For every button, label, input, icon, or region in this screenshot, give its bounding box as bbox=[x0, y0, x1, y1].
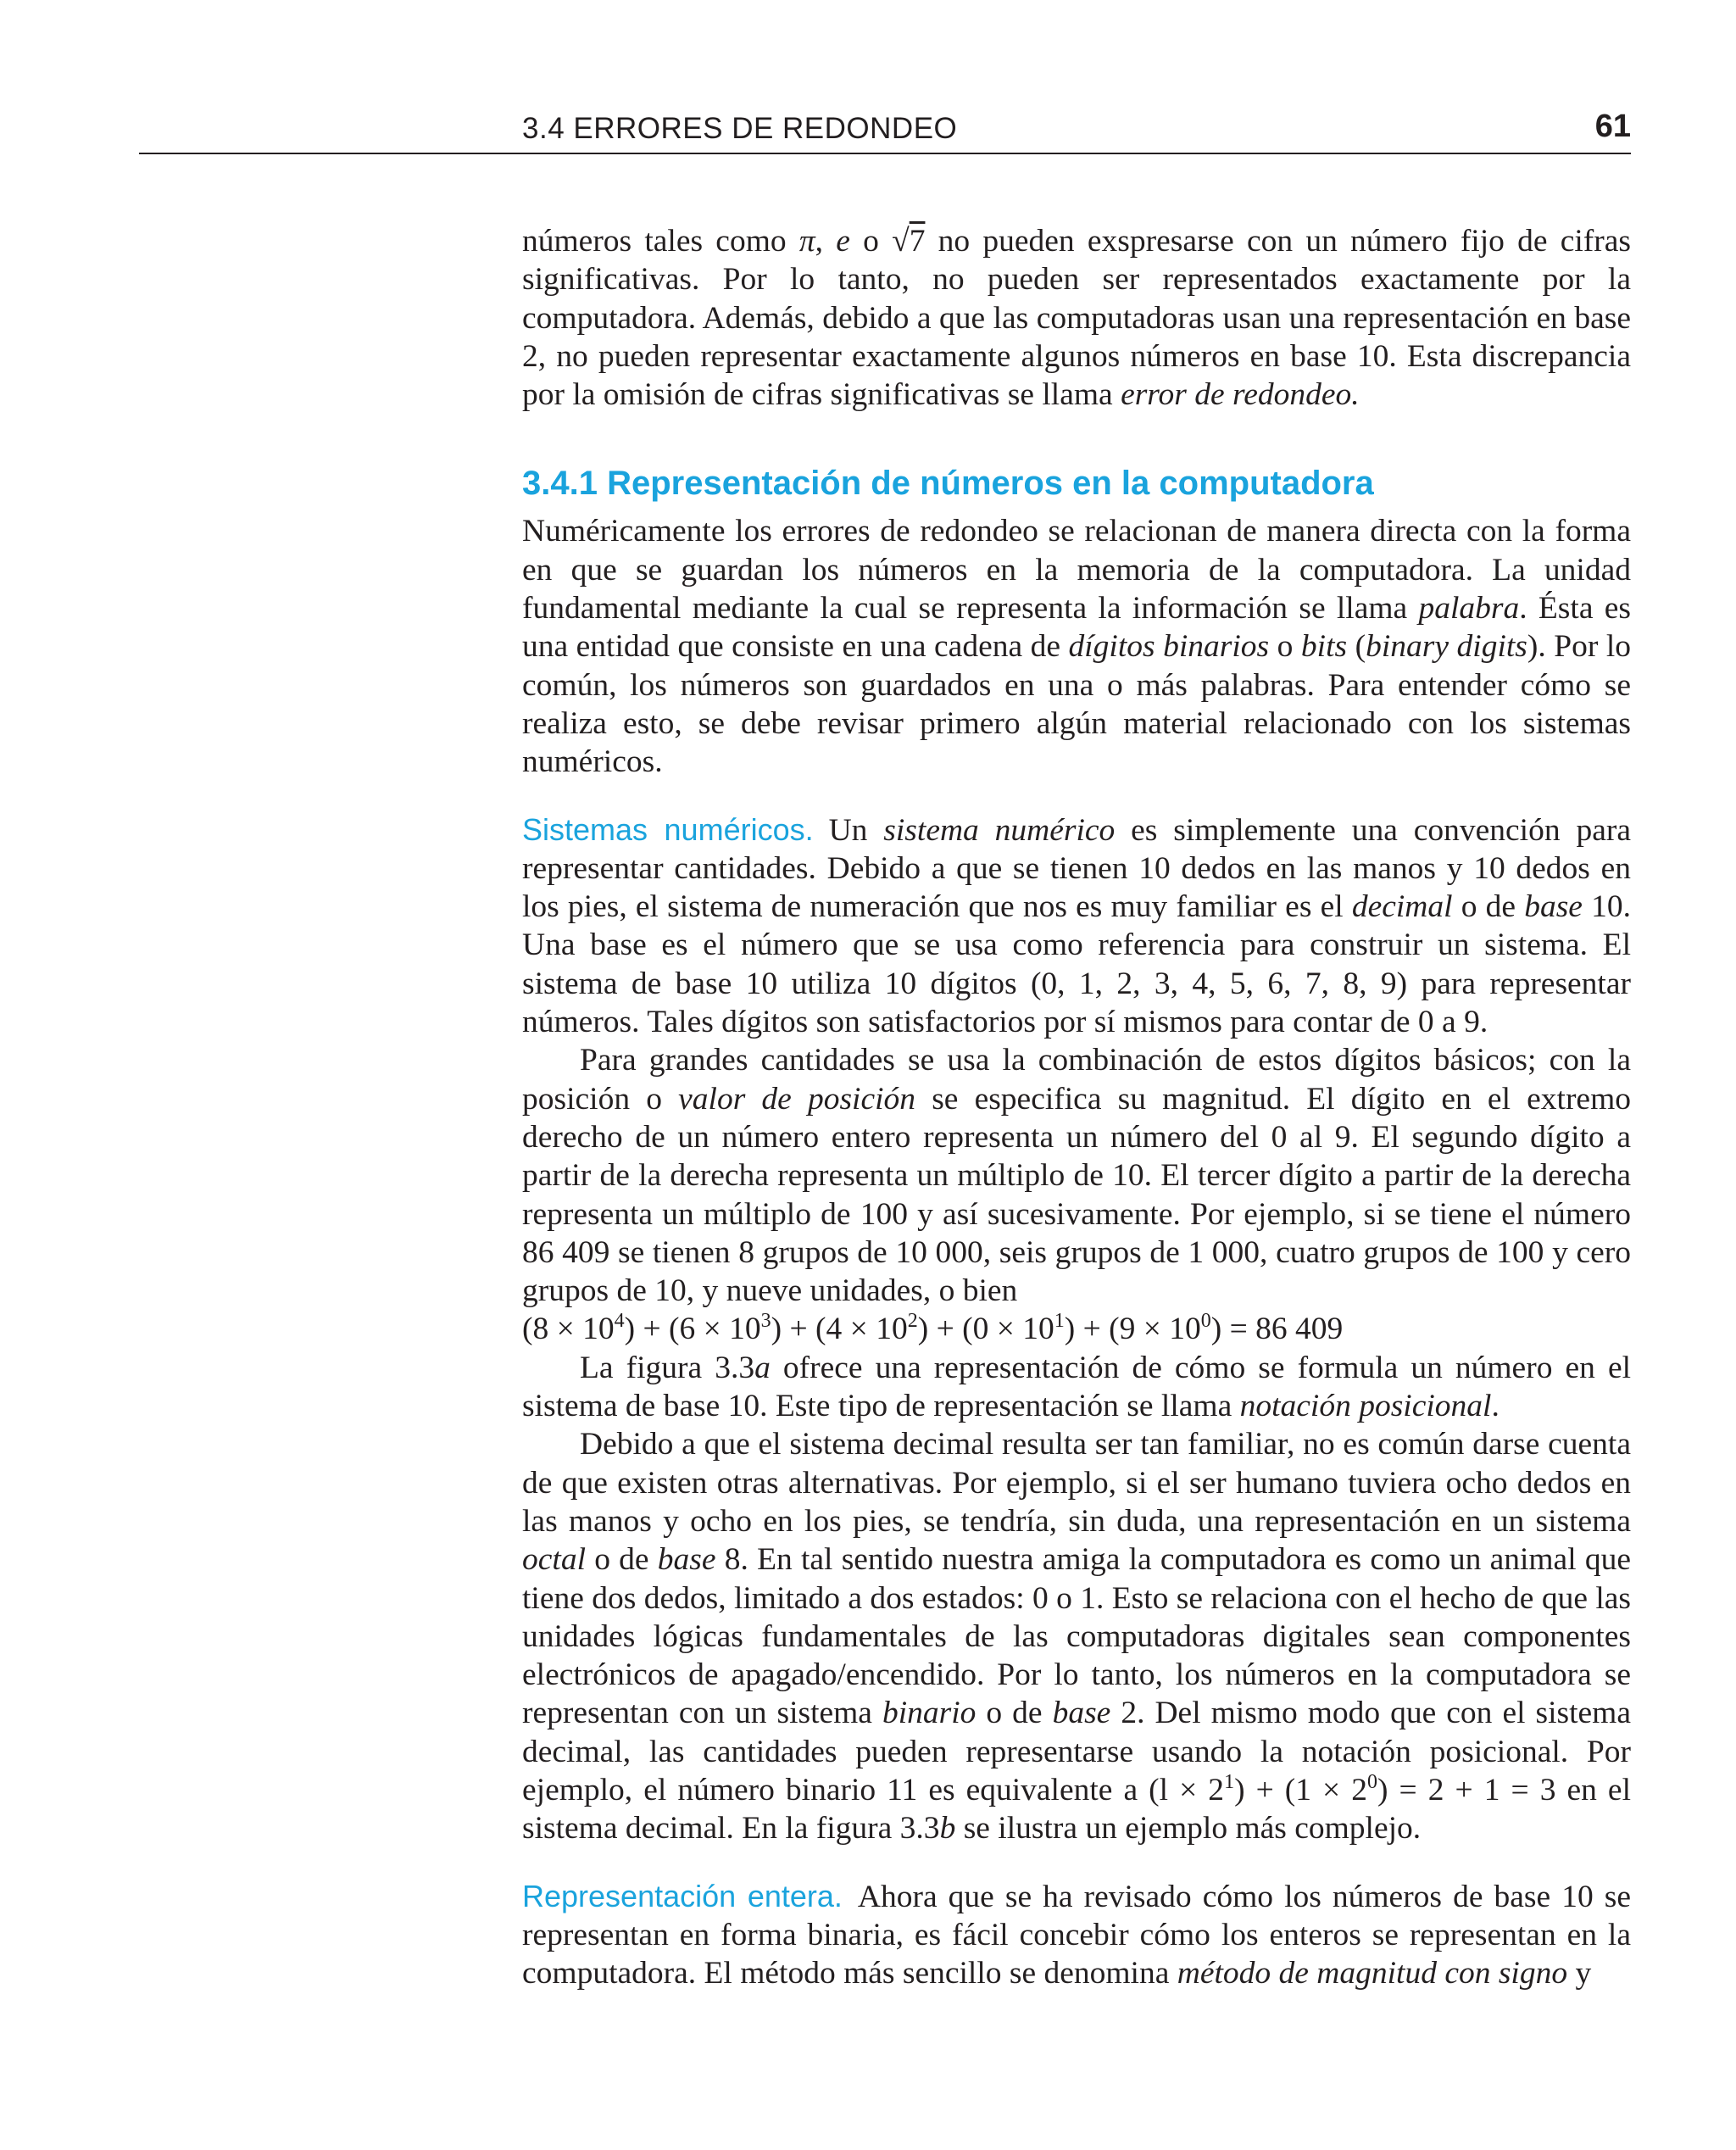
equation-positional: $(8 \times 10^4) + (6 \times 10^3) + (4 \times 10^2) + (0 \times 10^1) + (9 \times 10^0) = 86$ 409 bbox=[522, 1310, 1344, 1347]
paragraph-valor-posicion: Para grandes cantidades se usa la combinación de estos dígitos básicos; con la posición o valor de posición se especifica su magnitud. El dígito en el extremo derecho de un número entero representa un número del 0 al 9. El segundo dígito a partir de la derecha representa un múltiplo de 10. El tercer dígito a partir de la derecha representa un múltiplo de 100 y así sucesivamente. Por ejemplo, si se tiene el número 86 409 se tienen 8 grupos de 10 000, seis grupos de 1 000, cuatro grupos de 100 y cero grupos de 10, y nueve unidades, o bien bbox=[522, 1043, 1631, 1309]
e-symbol: e bbox=[836, 224, 850, 259]
paragraph-figura-3-3a: La figura 3.3a ofrece una representación de cómo se formula un número en el sistema de base 10. Este tipo de representación se llama notación posicional. bbox=[522, 1350, 1632, 1424]
section-heading: 3.4 ERRORES DE REDONDEO bbox=[522, 112, 958, 145]
sqrt-expression: √7 bbox=[892, 224, 926, 259]
pi-symbol: π bbox=[798, 224, 815, 259]
page-number: 61 bbox=[1594, 109, 1631, 144]
paragraph-binario: Debido a que el sistema decimal resulta ser tan familiar, no es común darse cuenta de que existen otras alternativas. Por ejemplo, si el ser humano tuviera ocho dedos en las manos y ocho en los pies, se tendría, sin duda, una representación en un sistema octal o de base 8. En tal sentido nuestra amiga la computadora es como un animal que tiene dos dedos, limitado a dos estados: 0 o 1. Esto se relaciona con el hecho de que las unidades lógicas fundamentales de las computadoras digitales sean componentes electrónicos de apagado/encendido. Por lo tanto, los números en la computadora se representan con un sistema binario o de base 2. Del mismo modo que con el sistema decimal, las cantidades pueden representarse usando la notación posicional. Por ejemplo, el número binario 11 es equivalente a $(l \times 2^1) + (1 \times 2^0) = 2 + 1 = 3$ en el sistema decimal. En la figura 3.3b se ilustra un ejemplo más complejo. bbox=[522, 1427, 1631, 1846]
subsection-title: 3.4.1 Representación de números en la computadora bbox=[522, 465, 1374, 503]
term-error-de-redondeo: error de redondeo. bbox=[1121, 377, 1360, 413]
body-text bbox=[522, 222, 1631, 1992]
paragraph-palabra: Numéricamente los errores de redondeo se relacionan de manera directa con la forma en que se guardan los números en la memoria de la computadora. La unidad fundamental mediante la cual se representa la información se llama palabra. Ésta es una entidad que consiste en una cadena de dígitos binarios o bits (binary digits). Por lo común, los números son guardados en una o más palabras. Para entender cómo se realiza esto, se debe revisar primero algún material relacionado con los sistemas numéricos. bbox=[522, 514, 1632, 780]
running-header bbox=[139, 109, 1631, 154]
paragraph-intro: números tales como π, e o √7 no pueden exspresarse con un número fijo de cifras significativas. Por lo tanto, no pueden ser representados exactamente por la computadora. Además, debido a que las computadoras usan una representación en base 2, no pueden representar exactamente algunos números en base 10. Esta discrepancia por la omisión de cifras significativas se llama error de redondeo. bbox=[522, 224, 1632, 413]
paragraph-representacion-entera: Representación entera. Ahora que se ha revisado cómo los números de base 10 se representan en forma binaria, es fácil concebir cómo los enteros se representan en la computadora. El método más sencillo se denomina método de magnitud con signo y bbox=[522, 1878, 1631, 1991]
paragraph-sistemas-numericos: Sistemas numéricos. Un sistema numérico es simplemente una convención para representar cantidades. Debido a que se tienen 10 dedos en las manos y 10 dedos en los pies, el sistema de numeración que nos es muy familiar es el decimal o de base 10. Una base es el número que se usa como referencia para construir un sistema. El sistema de base 10 utiliza 10 dígitos (0, 1, 2, 3, 4, 5, 6, 7, 8, 9) para representar números. Tales dígitos son satisfactorios por sí mismos para contar de 0 a 9. bbox=[522, 811, 1631, 1040]
runin-heading-sistemas: Sistemas numéricos. bbox=[522, 811, 814, 847]
runin-heading-entera: Representación entera. bbox=[522, 1878, 843, 1913]
